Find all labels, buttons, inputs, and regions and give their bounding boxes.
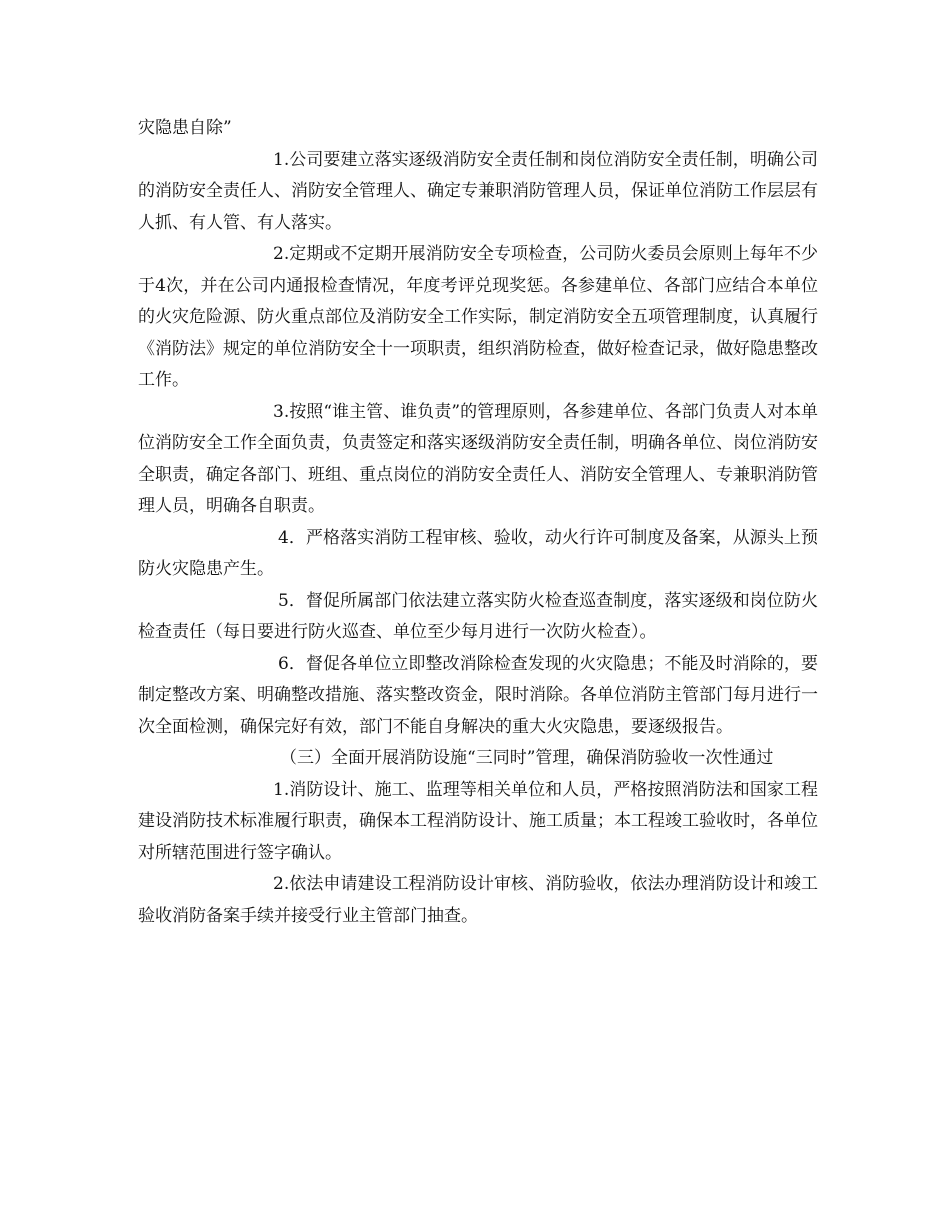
paragraph-item-2: 2.定期或不定期开展消防安全专项检查，公司防火委员会原则上每年不少于4次，并在公司内通报检查情况，年度考评兑现奖惩。各参建单位、各部门应结合本单位的火灾危险源、防火重点部位及消防安全工作实际，制定消防安全五项管理制度，认真履行《消防法》规定的单位消防安全十一项职责，组织消防检查，做好检查记录，做好隐患整改工作。 (138, 244, 818, 390)
paragraph-section3-item-1: 1.消防设计、施工、监理等相关单位和人员，严格按照消防法和国家工程建设消防技术标准履行职责，确保本工程消防设计、施工质量；本工程竣工验收时，各单位对所辖范围进行签字确认。 (138, 779, 818, 863)
document-body (138, 113, 818, 932)
paragraph-item-3: 3.按照“谁主管、谁负责”的管理原则，各参建单位、各部门负责人对本单位消防安全工作全面负责，负责签定和落实逐级消防安全责任制，明确各单位、岗位消防安全职责，确定各部门、班组、重点岗位的消防安全责任人、消防安全管理人、专兼职消防管理人员，明确各自职责。 (138, 401, 818, 516)
paragraph-section3-item-2: 2.依法申请建设工程消防设计审核、消防验收，依法办理消防设计和竣工验收消防备案手续并接受行业主管部门抽查。 (138, 874, 818, 926)
paragraph-item-1: 1.公司要建立落实逐级消防安全责任制和岗位消防安全责任制，明确公司的消防安全责任人、消防安全管理人、确定专兼职消防管理人员，保证单位消防工作层层有人抓、有人管、有人落实。 (138, 149, 818, 233)
paragraph-item-6: 6．督促各单位立即整改消除检查发现的火灾隐患；不能及时消除的，要制定整改方案、明确整改措施、落实整改资金，限时消除。各单位消防主管部门每月进行一次全面检测，确保完好有效，部门不能自身解决的重大火灾隐患，要逐级报告。 (138, 653, 818, 737)
section-heading-3: （三）全面开展消防设施“三同时”管理，确保消防验收一次性通过 (280, 748, 774, 768)
paragraph-continuation: 灾隐患自除” (138, 118, 232, 138)
paragraph-item-4: 4．严格落实消防工程审核、验收，动火行许可制度及备案，从源头上预防火灾隐患产生。 (138, 527, 818, 579)
paragraph-item-5: 5．督促所属部门依法建立落实防火检查巡查制度，落实逐级和岗位防火检查责任（每日要进行防火巡查、单位至少每月进行一次防火检查）。 (138, 590, 818, 642)
